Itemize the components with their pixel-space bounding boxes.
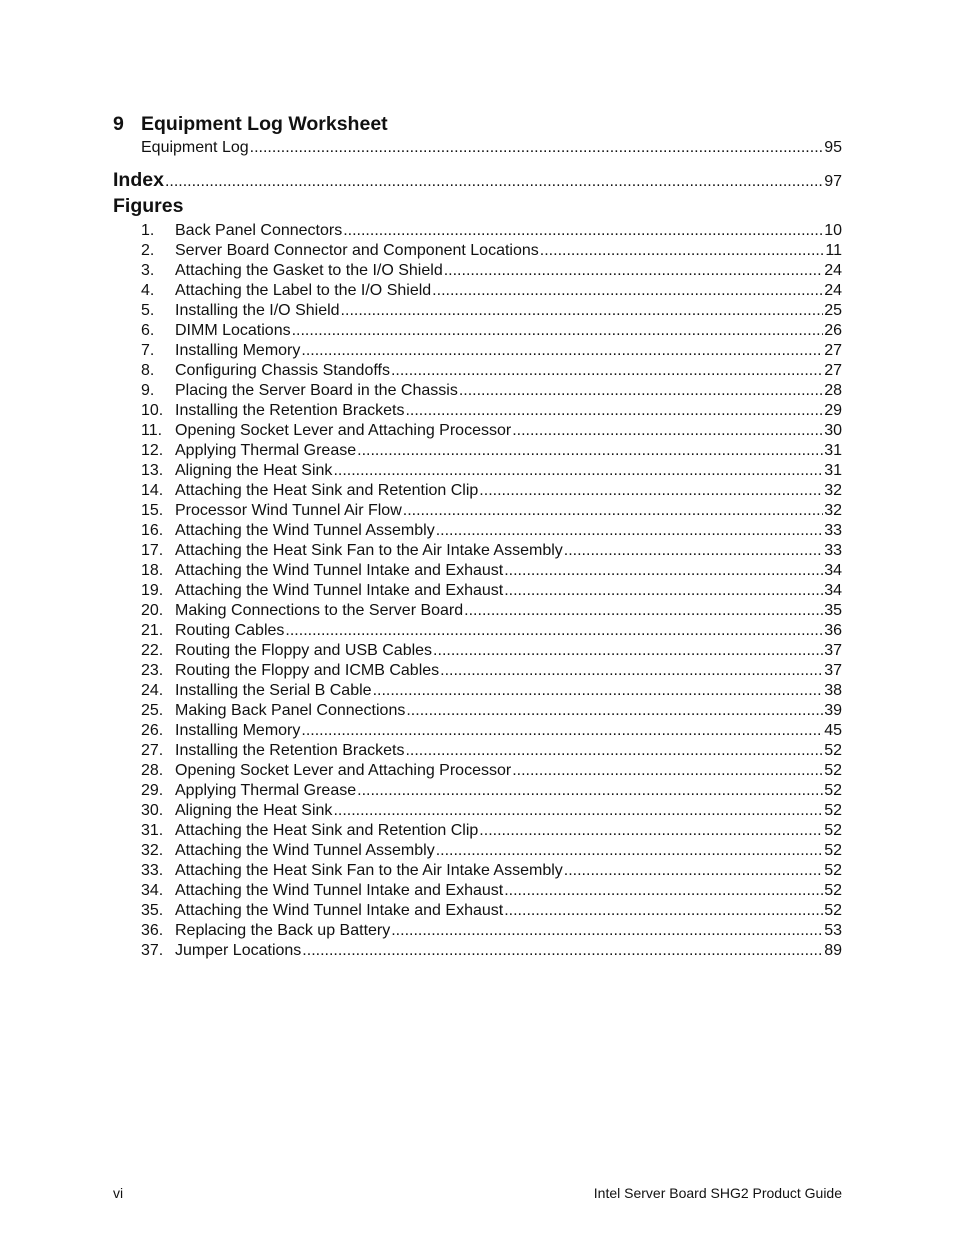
figure-page: 32 [824, 502, 842, 519]
figure-page: 36 [824, 622, 842, 639]
figure-number: 27. [141, 742, 164, 759]
chapter-heading [113, 113, 388, 136]
figure-page: 37 [824, 662, 842, 679]
figure-number: 32. [141, 842, 164, 859]
figure-page: 34 [824, 562, 842, 579]
figure-number: 4. [141, 282, 155, 299]
figure-page: 39 [824, 702, 842, 719]
figure-entry[interactable] [141, 561, 842, 581]
dot-leader [357, 441, 823, 461]
figure-number: 35. [141, 902, 164, 919]
figure-page: 26 [824, 322, 842, 339]
figure-title: DIMM Locations [175, 322, 291, 339]
figure-number: 22. [141, 642, 164, 659]
figure-page: 53 [824, 922, 842, 939]
dot-leader [403, 501, 823, 521]
figure-page: 11 [825, 242, 842, 259]
toc-entry-label: Equipment Log [141, 139, 249, 156]
figure-title: Installing the Retention Brackets [175, 402, 405, 419]
figure-number: 13. [141, 462, 164, 479]
footer-page-number: vi [113, 1185, 124, 1201]
figure-title: Replacing the Back up Battery [175, 922, 391, 939]
figure-title: Attaching the Wind Tunnel Intake and Exhaust [175, 902, 504, 919]
dot-leader [301, 721, 823, 741]
figure-number: 24. [141, 682, 164, 699]
figure-entry[interactable] [141, 401, 842, 421]
dot-leader [432, 281, 823, 301]
figure-entry[interactable] [141, 721, 842, 741]
dot-leader [405, 741, 823, 761]
figure-title: Routing the Floppy and USB Cables [175, 642, 433, 659]
figure-page: 35 [824, 602, 842, 619]
dot-leader [479, 481, 823, 501]
figure-page: 27 [824, 342, 842, 359]
figure-page: 52 [824, 822, 842, 839]
dot-leader [504, 581, 823, 601]
dot-leader [433, 641, 823, 661]
figure-entry[interactable] [141, 581, 842, 601]
figure-page: 27 [824, 362, 842, 379]
figure-entry[interactable] [141, 521, 842, 541]
figure-title: Attaching the Wind Tunnel Assembly [175, 842, 435, 859]
figure-page: 25 [824, 302, 842, 319]
chapter-title: Equipment Log Worksheet [141, 113, 388, 135]
figure-page: 37 [824, 642, 842, 659]
figure-page: 30 [824, 422, 842, 439]
figure-title: Aligning the Heat Sink [175, 802, 333, 819]
figure-title: Installing the Retention Brackets [175, 742, 405, 759]
figure-entry[interactable] [141, 501, 842, 521]
figure-page: 52 [824, 902, 842, 919]
figure-number: 12. [141, 442, 164, 459]
figure-entry[interactable] [141, 321, 842, 341]
figure-number: 9. [141, 382, 155, 399]
figure-entry[interactable] [141, 881, 842, 901]
figure-title: Opening Socket Lever and Attaching Processor [175, 762, 512, 779]
dot-leader [406, 701, 823, 721]
figure-entry[interactable] [141, 681, 842, 701]
figure-entry[interactable] [141, 821, 842, 841]
figures-list [141, 221, 842, 961]
figure-page: 29 [824, 402, 842, 419]
figure-page: 33 [824, 542, 842, 559]
figure-number: 23. [141, 662, 164, 679]
figure-entry[interactable] [141, 741, 842, 761]
figure-page: 34 [824, 582, 842, 599]
figure-page: 45 [824, 722, 842, 739]
dot-leader [564, 541, 823, 561]
figure-entry[interactable] [141, 421, 842, 441]
dot-leader [391, 361, 823, 381]
figure-entry[interactable] [141, 541, 842, 561]
dot-leader [165, 173, 823, 191]
toc-entry-equipment-log[interactable] [141, 139, 842, 157]
figure-title: Attaching the Heat Sink and Retention Clip [175, 822, 479, 839]
figure-number: 15. [141, 502, 164, 519]
figure-title: Routing the Floppy and ICMB Cables [175, 662, 440, 679]
figure-number: 29. [141, 782, 164, 799]
figure-entry[interactable] [141, 481, 842, 501]
figure-number: 26. [141, 722, 164, 739]
figure-page: 31 [824, 462, 842, 479]
figure-title: Attaching the Gasket to the I/O Shield [175, 262, 443, 279]
figure-entry[interactable] [141, 361, 842, 381]
figure-title: Attaching the Wind Tunnel Intake and Exhaust [175, 882, 504, 899]
dot-leader [512, 421, 823, 441]
dot-leader [564, 861, 823, 881]
figure-number: 31. [141, 822, 164, 839]
dot-leader [504, 881, 823, 901]
figure-page: 33 [824, 522, 842, 539]
figure-number: 21. [141, 622, 164, 639]
figure-entry[interactable] [141, 861, 842, 881]
figure-number: 36. [141, 922, 164, 939]
figure-number: 11. [141, 422, 163, 439]
figure-title: Jumper Locations [175, 942, 302, 959]
figure-title: Applying Thermal Grease [175, 442, 357, 459]
figure-entry[interactable] [141, 661, 842, 681]
figure-entry[interactable] [141, 461, 842, 481]
dot-leader [333, 461, 823, 481]
dot-leader [436, 841, 824, 861]
dot-leader [343, 221, 823, 241]
figure-entry[interactable] [141, 281, 842, 301]
figure-page: 52 [824, 742, 842, 759]
figure-title: Aligning the Heat Sink [175, 462, 333, 479]
figure-title: Attaching the Label to the I/O Shield [175, 282, 432, 299]
figure-title: Configuring Chassis Standoffs [175, 362, 390, 379]
dot-leader [436, 521, 824, 541]
figure-title: Installing the Serial B Cable [175, 682, 372, 699]
figure-page: 52 [824, 862, 842, 879]
figure-page: 28 [824, 382, 842, 399]
dot-leader [540, 241, 825, 261]
chapter-number: 9 [113, 113, 124, 135]
figure-number: 17. [141, 542, 164, 559]
toc-entry-index[interactable] [113, 169, 842, 192]
figure-number: 37. [141, 942, 164, 959]
figure-page: 38 [824, 682, 842, 699]
figure-entry[interactable] [141, 241, 842, 261]
figure-number: 1. [141, 222, 155, 239]
figure-entry[interactable] [141, 901, 842, 921]
footer-document-title: Intel Server Board SHG2 Product Guide [593, 1185, 842, 1201]
figure-entry[interactable] [141, 601, 842, 621]
dot-leader [341, 301, 824, 321]
figure-number: 5. [141, 302, 155, 319]
figure-page: 52 [824, 762, 842, 779]
figure-title: Server Board Connector and Component Locations [175, 242, 539, 259]
dot-leader [250, 139, 824, 157]
figure-entry[interactable] [141, 761, 842, 781]
figure-title: Making Connections to the Server Board [175, 602, 464, 619]
figure-entry[interactable] [141, 621, 842, 641]
figure-page: 52 [824, 842, 842, 859]
figure-entry[interactable] [141, 701, 842, 721]
figure-number: 34. [141, 882, 164, 899]
dot-leader [333, 801, 823, 821]
figure-title: Attaching the Heat Sink and Retention Clip [175, 482, 479, 499]
figure-title: Attaching the Wind Tunnel Intake and Exhaust [175, 582, 504, 599]
figure-number: 20. [141, 602, 164, 619]
figure-number: 10. [141, 402, 164, 419]
figure-entry[interactable] [141, 941, 842, 961]
figure-number: 16. [141, 522, 164, 539]
toc-entry-page: 95 [824, 139, 842, 156]
figure-title: Back Panel Connectors [175, 222, 343, 239]
figure-number: 25. [141, 702, 164, 719]
figure-page: 32 [824, 482, 842, 499]
dot-leader [302, 941, 823, 961]
figure-title: Routing Cables [175, 622, 285, 639]
figure-entry[interactable] [141, 301, 842, 321]
dot-leader [504, 901, 823, 921]
figure-title: Attaching the Wind Tunnel Intake and Exhaust [175, 562, 504, 579]
dot-leader [301, 341, 823, 361]
dot-leader [504, 561, 823, 581]
figure-title: Processor Wind Tunnel Air Flow [175, 502, 402, 519]
index-label: Index [113, 169, 164, 191]
figure-number: 2. [141, 242, 155, 259]
figures-heading: Figures [113, 195, 184, 217]
dot-leader [357, 781, 823, 801]
figure-title: Attaching the Wind Tunnel Assembly [175, 522, 435, 539]
figure-entry[interactable] [141, 261, 842, 281]
dot-leader [512, 761, 823, 781]
figure-page: 10 [824, 222, 842, 239]
figure-entry[interactable] [141, 841, 842, 861]
figure-title: Installing Memory [175, 342, 301, 359]
dot-leader [440, 661, 823, 681]
dot-leader [391, 921, 823, 941]
figure-page: 52 [824, 782, 842, 799]
dot-leader [459, 381, 823, 401]
figure-page: 52 [824, 882, 842, 899]
figure-entry[interactable] [141, 641, 842, 661]
figure-number: 19. [141, 582, 164, 599]
figure-number: 3. [141, 262, 155, 279]
figure-title: Attaching the Heat Sink Fan to the Air Intake Assembly [175, 542, 563, 559]
figure-title: Placing the Server Board in the Chassis [175, 382, 458, 399]
dot-leader [479, 821, 823, 841]
figure-number: 6. [141, 322, 155, 339]
dot-leader [292, 321, 824, 341]
figure-page: 24 [824, 262, 842, 279]
figure-number: 33. [141, 862, 164, 879]
dot-leader [285, 621, 823, 641]
figure-entry[interactable] [141, 801, 842, 821]
figure-number: 30. [141, 802, 164, 819]
dot-leader [464, 601, 823, 621]
figure-title: Installing the I/O Shield [175, 302, 340, 319]
figure-entry[interactable] [141, 781, 842, 801]
figure-entry[interactable] [141, 341, 842, 361]
figure-page: 52 [824, 802, 842, 819]
figure-page: 31 [824, 442, 842, 459]
figure-number: 8. [141, 362, 155, 379]
figure-number: 7. [141, 342, 155, 359]
figure-number: 14. [141, 482, 164, 499]
figure-entry[interactable] [141, 221, 842, 241]
dot-leader [444, 261, 823, 281]
dot-leader [405, 401, 823, 421]
figure-title: Attaching the Heat Sink Fan to the Air Intake Assembly [175, 862, 563, 879]
figure-title: Applying Thermal Grease [175, 782, 357, 799]
figure-title: Opening Socket Lever and Attaching Processor [175, 422, 512, 439]
figure-entry[interactable] [141, 381, 842, 401]
dot-leader [373, 681, 824, 701]
figure-page: 89 [824, 942, 842, 959]
figure-title: Making Back Panel Connections [175, 702, 406, 719]
figure-page: 24 [824, 282, 842, 299]
figure-number: 18. [141, 562, 164, 579]
index-page: 97 [824, 173, 842, 190]
figure-title: Installing Memory [175, 722, 301, 739]
figure-number: 28. [141, 762, 164, 779]
figure-entry[interactable] [141, 441, 842, 461]
figure-entry[interactable] [141, 921, 842, 941]
